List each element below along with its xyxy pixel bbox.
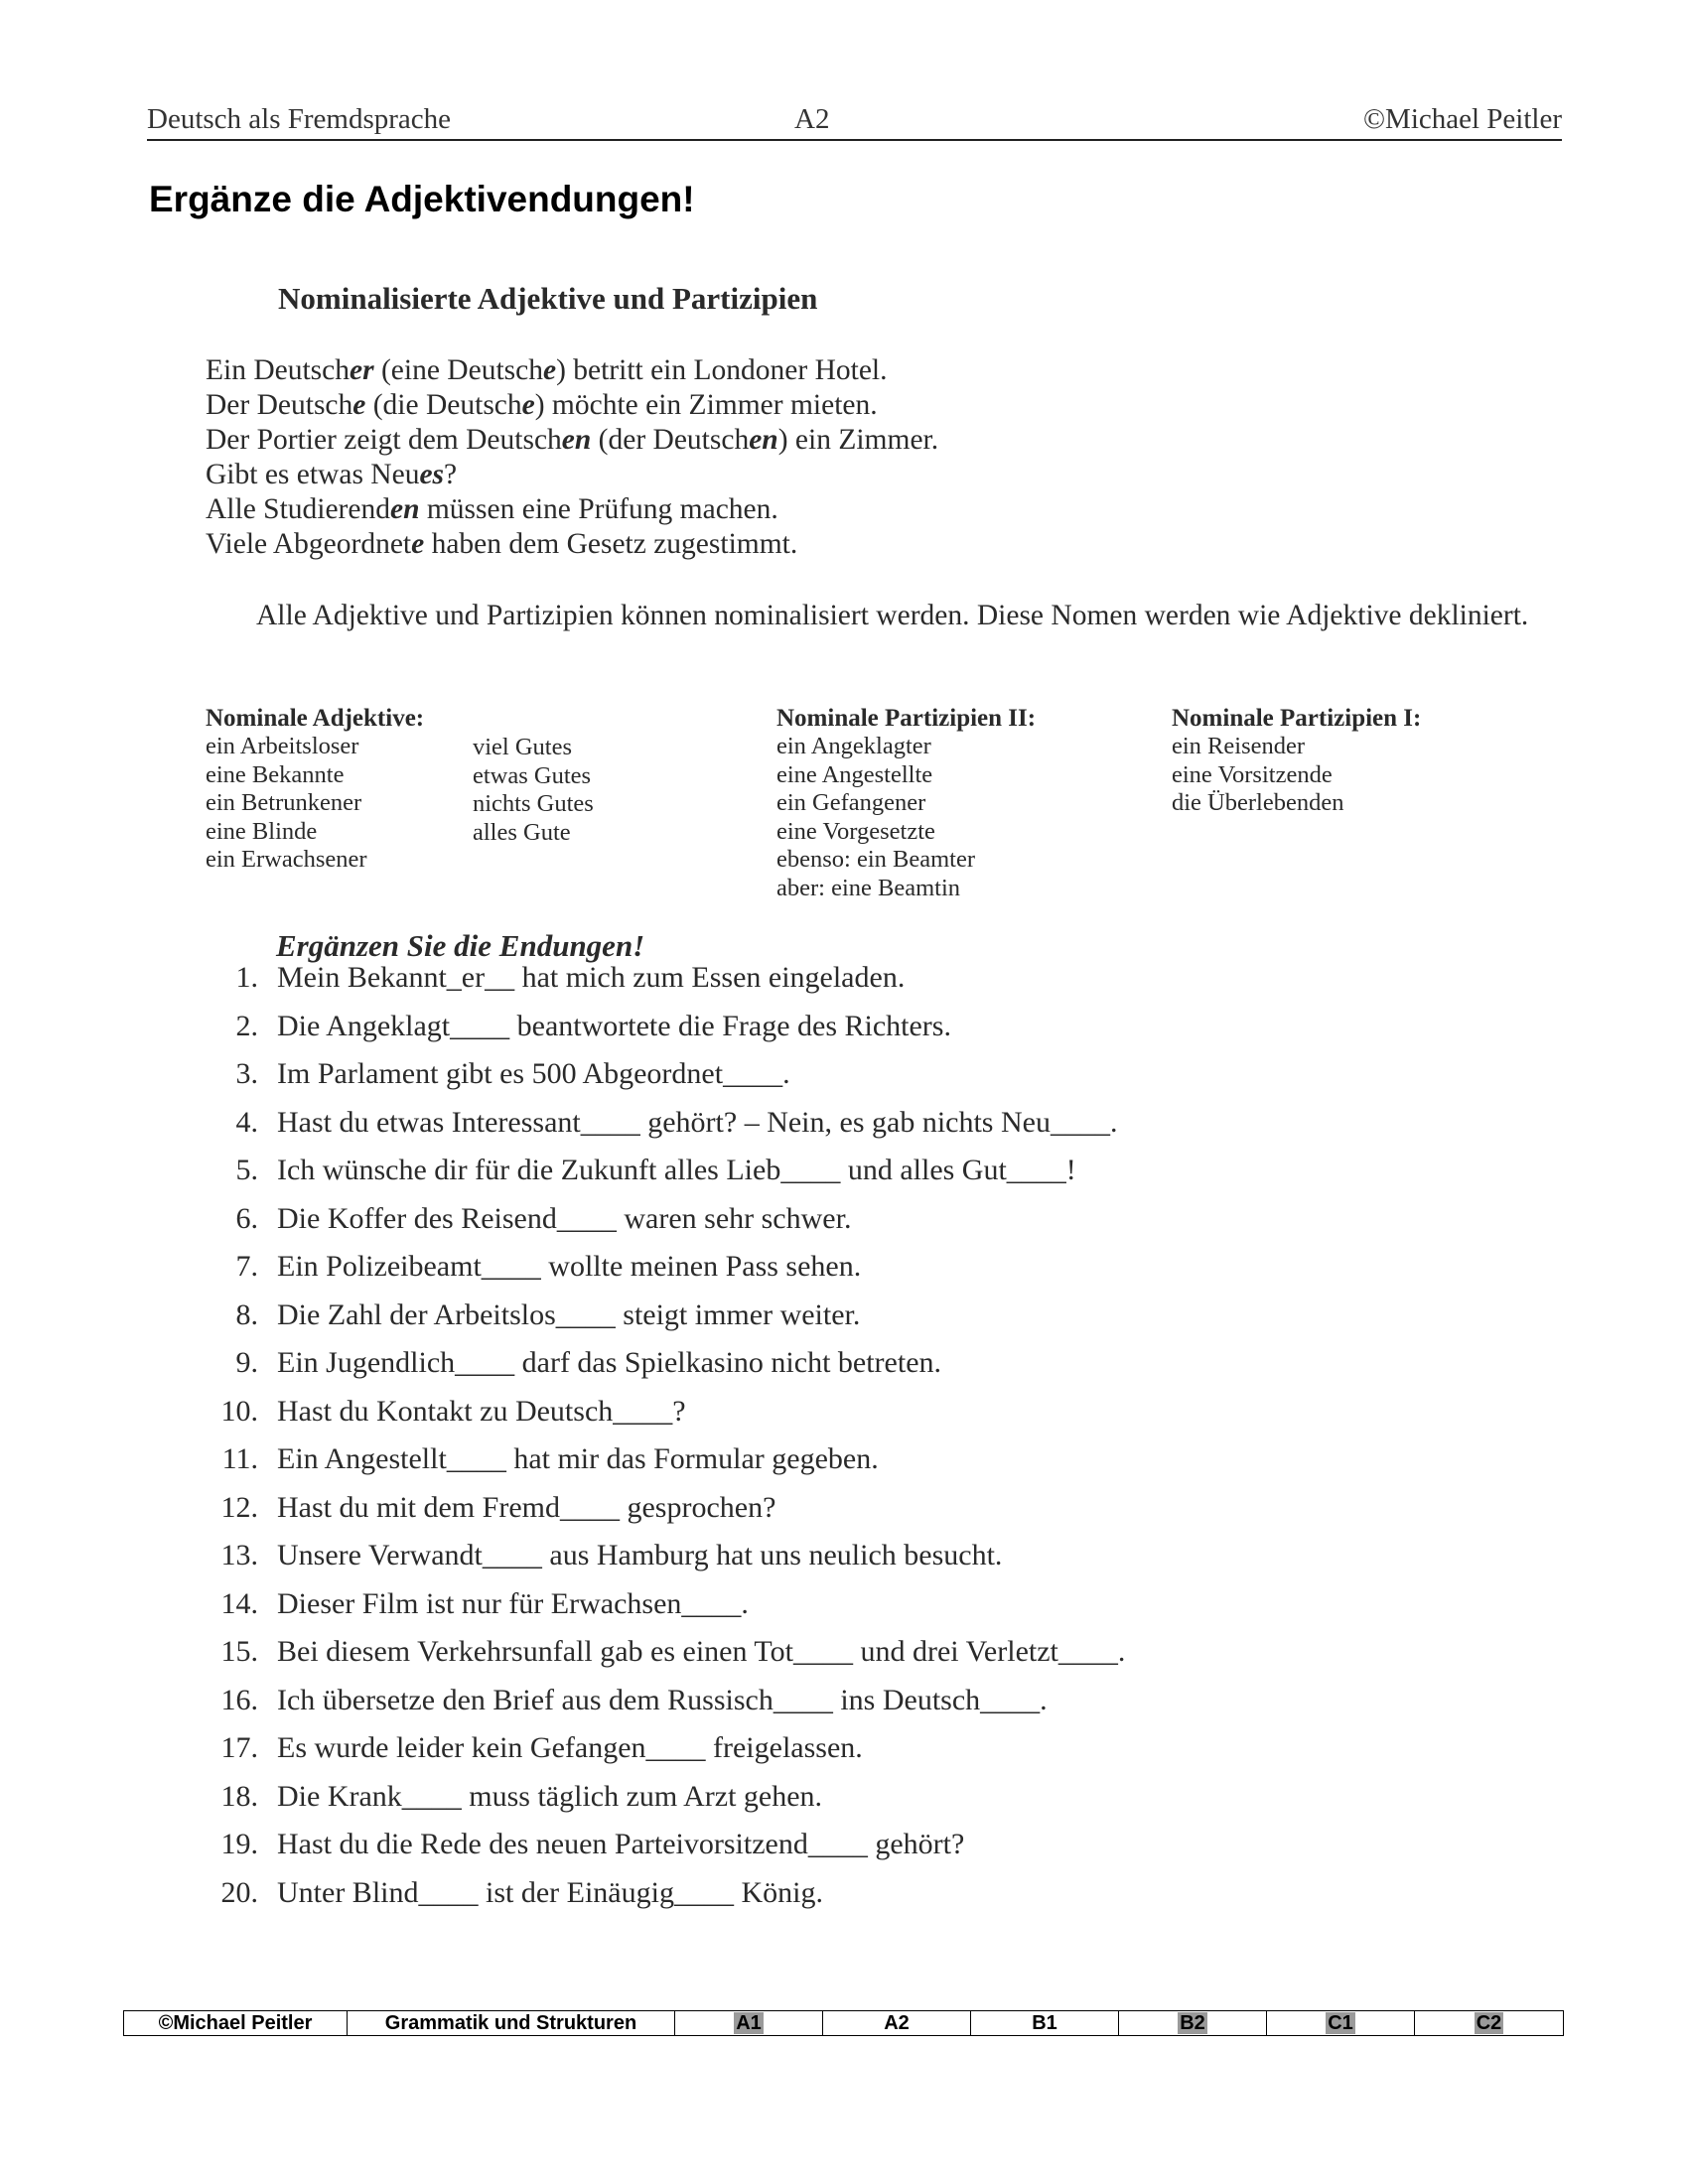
- grammar-rule: Alle Adjektive und Partizipien können nominalisiert werden. Diese Nomen werden wie Adjektive dekliniert.: [256, 600, 1529, 631]
- footer-author: ©Michael Peitler: [124, 2011, 348, 2036]
- level-b1: B1: [1032, 2011, 1057, 2034]
- level-b2: B2: [1180, 2011, 1205, 2034]
- list-item: eine Vorsitzende: [1172, 760, 1333, 788]
- column-nominal-adjectives: [206, 705, 424, 875]
- column-participles-i: [1172, 705, 1421, 818]
- list-item: ein Erwachsener: [206, 846, 367, 873]
- header-level: A2: [794, 103, 830, 135]
- list-item: etwas Gutes: [473, 761, 592, 789]
- scanned-worksheet: Nominalisierte Adjektive und Partizipien Ein Deutscher (eine Deutsche) betritt ein Londoner Hotel. Der Deutsche (die Deutsche) möchte ein Zimmer mieten. Der Portier zeigt dem Deutschen (der Deutschen) ein Zimmer. Gibt es etwas Neues? Alle Studierenden müssen eine Prüfung machen. Viele Abgeordnete haben dem Gesetz zugestimmt. Alle Adjektive und Partizipien können nominalisiert werden. Diese Nomen werden wie Adjektive dekliniert. Nominale Adjektive: ein Arbeitsloser eine Bekannte ein Betrunkener eine Blinde ein Erwachsener viel Gutes etwas Gutes nichts Gutes alles Gute Nominale Partizipien II: ein Angeklagter eine Angestellte ein Gefangener eine Vorgesetzte ebenso: ein Beamter aber: eine Beamtin Nominale Partizipien I: ein Reisender eine Vorsitzende die Überlebenden Ergänzen Sie die Endungen! 1. Mein Bekannt_er__ hat mich zum Essen eingeladen. 2. Die Angeklagt____ beantwortete die Frage des Richters. 3. Im Parlament gibt es 500 Abgeordnet____. 4. Hast du etwas Interessant____ gehört? – Nein, es gab nichts Neu____. 5. Ich wünsche dir für die Zukunft alles Lieb____ und alles Gut____! 6. Die Koffer des Reisend____ waren sehr schwer. 7. Ein Polizeibeamt____ wollte meinen Pass sehen. 8. Die Zahl der Arbeitslos____ steigt immer weiter. 9. Ein Jugendlich____ darf das Spielkasino nicht betreten. 10. Hast du Kontakt zu Deutsch____? 11. Ein Angestellt____ hat mir das Formular gegeben. 12. Hast du mit dem Fremd____ gesprochen? 13. Unsere Verwandt____ aus Hamburg hat uns neulich besucht. 14. Dieser Film ist nur für Erwachsen____. 15. Bei diesem Verkehrsunfall gab es einen Tot____ und drei Verletzt____. 16. Ich übersetze den Brief aus dem Russisch____ ins Deutsch____. 17. Es wurde leider kein Gefangen____ freigelassen. 18. Die Krank____ muss täglich zum Arzt gehen. 19. Hast du die Rede des neuen Parteivorsitzend____ gehört? 20. Unter Blind____ ist der Einäugig____ König.: [0, 0, 1688, 2184]
- level-a1: A1: [736, 2011, 762, 2034]
- level-c2: C2: [1476, 2011, 1502, 2034]
- column-heading: Nominale Partizipien I:: [1172, 705, 1422, 732]
- list-item: ein Arbeitsloser: [206, 733, 359, 759]
- column-heading: Nominale Partizipien II:: [776, 705, 1037, 732]
- example-sentence: Gibt es etwas Neues?: [206, 459, 458, 490]
- example-sentences: [206, 353, 938, 562]
- list-item: ein Reisender: [1172, 733, 1306, 759]
- list-item: ein Angeklagter: [776, 733, 931, 759]
- exercise-title: Ergänzen Sie die Endungen!: [276, 928, 645, 963]
- column-participles-ii: [776, 705, 1036, 902]
- column-heading: Nominale Adjektive:: [206, 705, 425, 732]
- list-item: eine Vorgesetzte: [776, 817, 935, 845]
- example-sentence: Ein Deutscher (eine Deutsche) betritt ein Londoner Hotel.: [206, 354, 888, 386]
- list-item: ein Betrunkener: [206, 789, 362, 816]
- example-sentence: Viele Abgeordnete haben dem Gesetz zugestimmt.: [206, 528, 798, 560]
- list-item: aber: eine Beamtin: [776, 874, 961, 901]
- example-sentence: Der Deutsche (die Deutsche) möchte ein Zimmer mieten.: [206, 389, 878, 421]
- level-a2: A2: [884, 2011, 910, 2034]
- list-item: eine Bekannte: [206, 760, 345, 788]
- example-sentence: Alle Studierenden müssen eine Prüfung machen.: [206, 493, 778, 525]
- page-title: Ergänze die Adjektivendungen!: [149, 179, 695, 219]
- header-subject: Deutsch als Fremdsprache: [147, 103, 452, 135]
- column-nominal-adjectives-neuter: [473, 734, 594, 847]
- example-sentence: Der Portier zeigt dem Deutschen (der Deutschen) ein Zimmer.: [206, 424, 939, 456]
- list-item: die Überlebenden: [1172, 789, 1344, 816]
- list-item: ein Gefangener: [776, 789, 926, 816]
- list-item: eine Angestellte: [776, 760, 933, 788]
- list-item: ebenso: ein Beamter: [776, 846, 976, 873]
- list-item: viel Gutes: [473, 734, 573, 760]
- section-title: Nominalisierte Adjektive und Partizipien: [278, 281, 818, 316]
- header-copyright: ©Michael Peitler: [1363, 103, 1562, 135]
- list-item: alles Gute: [473, 818, 571, 846]
- list-item: eine Blinde: [206, 817, 318, 845]
- level-c1: C1: [1328, 2011, 1353, 2034]
- level-footer: [123, 2010, 1564, 2036]
- list-item: nichts Gutes: [473, 790, 594, 817]
- footer-category: Grammatik und Strukturen: [348, 2011, 675, 2036]
